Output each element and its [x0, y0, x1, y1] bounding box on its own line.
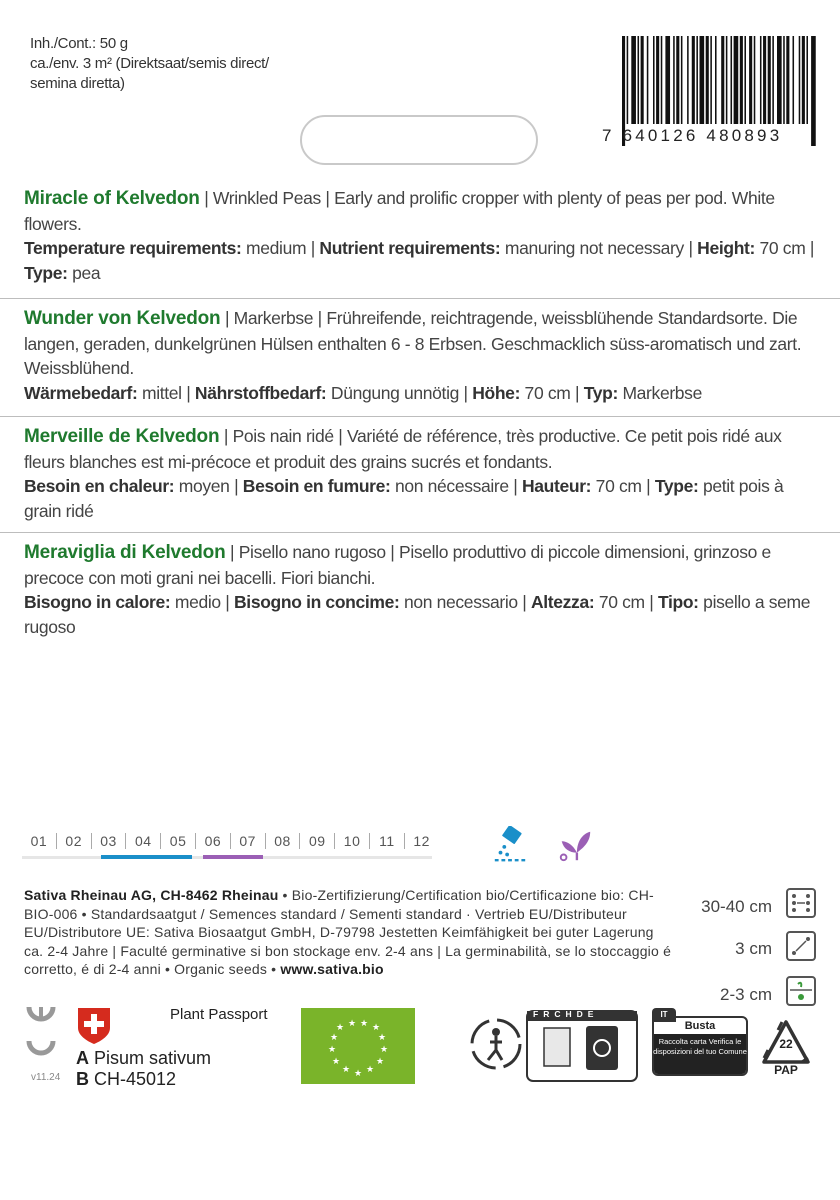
- barcode-bar: [641, 36, 644, 124]
- barcode-bar: [710, 36, 712, 124]
- variety-name-fr: Merveille de Kelvedon: [24, 426, 220, 447]
- eu-star: ★: [371, 1022, 381, 1032]
- package-content-info: [30, 34, 269, 94]
- info-tri-sorting-icon: [526, 1010, 638, 1082]
- type-value-en: pea: [67, 262, 101, 283]
- row-spacing-value: 30-40 cm: [701, 897, 772, 916]
- eu-star: ★: [335, 1022, 345, 1032]
- barcode-bar: [726, 36, 728, 124]
- company-text: • Bio-Zertifizierung/Certification bio/Certificazione bio: CH-BIO-006 • Standardsaatgut / Semences standard / Sementi standard · Vertrieb EU/Distributeur EU/Distributore UE: Sativa Biosaatgut GmbH, D-79798 Jestetten Keimfähigkeit bei guter Lagerung ca. 2-4 Jahre | Faculté germinative si bon stockage env. 2-4 ans | La germinabilità, se lo stoccaggio é corretto, é di 2-4 anni • Organic seeds •: [24, 887, 672, 977]
- barcode-bar: [783, 36, 785, 124]
- pap-number: 22: [779, 1037, 793, 1051]
- description-it: [24, 540, 824, 639]
- temp-label-it: Bisogno in calore:: [24, 592, 171, 612]
- barcode-bar: [763, 36, 766, 124]
- height-value-en: 70 cm |: [755, 238, 815, 258]
- country-de: DE: [576, 1009, 599, 1019]
- barcode-bar: [692, 36, 695, 124]
- barcode-bar: [772, 36, 774, 124]
- month-calendar: [22, 833, 439, 849]
- barcode-bar: [673, 36, 675, 124]
- month-01: 01: [22, 833, 57, 849]
- type-label-it: Tipo:: [657, 592, 699, 612]
- country-fr: FR: [533, 1009, 555, 1019]
- barcode-bar: [806, 36, 808, 124]
- month-07: 07: [231, 833, 266, 849]
- variety-name-en: Miracle of Kelvedon: [24, 188, 200, 209]
- plant-passport-a: [76, 1048, 211, 1069]
- barcode-bar: [799, 36, 801, 124]
- busta-country-tag: IT: [652, 1008, 676, 1022]
- type-label-de: Typ:: [583, 382, 618, 403]
- harvest-period-bar: [203, 855, 263, 859]
- variety-name-de: Wunder von Kelvedon: [24, 308, 221, 329]
- eu-star: ★: [329, 1032, 339, 1042]
- country-codes: [533, 1009, 598, 1019]
- plant-passport-b: [76, 1069, 176, 1090]
- barcode-bar: [768, 36, 771, 124]
- description-de: [24, 306, 824, 405]
- eu-star: ★: [347, 1018, 357, 1028]
- eu-organic-leaf-logo: [301, 1008, 415, 1084]
- divider: [0, 298, 840, 299]
- divider: [0, 532, 840, 533]
- barcode-bar: [706, 36, 709, 124]
- sowing-period-bar: [101, 855, 192, 859]
- type-value-fr: petit pois à grain ridé: [24, 476, 784, 521]
- barcode-bar: [744, 36, 746, 124]
- content-weight: Inh./Cont.: 50 g: [30, 35, 128, 52]
- version-label: v11.24: [31, 1072, 61, 1083]
- passport-a-label: A: [76, 1048, 89, 1068]
- barcode-bar: [696, 36, 698, 124]
- temp-value-fr: moyen |: [174, 476, 243, 496]
- month-12: 12: [413, 833, 430, 849]
- type-value-de: Markerbse: [617, 382, 702, 403]
- description-text-fr: | Pois nain ridé | Variété de référence, très productive. Ce petit pois ridé aux fleurs blanches est mi-précoce et produit des grains sucrés et fondants.: [24, 426, 782, 472]
- type-value-it: pisello a seme rugoso: [24, 592, 811, 637]
- height-value-fr: 70 cm |: [591, 476, 655, 496]
- nutrient-label-de: Nährstoffbedarf:: [194, 382, 327, 403]
- month-03: 03: [92, 833, 127, 849]
- nutrient-value-it: non necessario |: [399, 592, 531, 612]
- eu-star: ★: [377, 1032, 387, 1042]
- nutrient-label-en: Nutrient requirements:: [319, 238, 501, 258]
- plant-spacing-value: 3 cm: [735, 939, 772, 958]
- eu-star: ★: [359, 1018, 369, 1028]
- barcode-bar: [811, 36, 816, 146]
- temp-label-fr: Besoin en chaleur:: [24, 476, 175, 496]
- barcode-number: 7 640126 480893: [602, 126, 783, 145]
- barcode-bar: [777, 36, 782, 124]
- height-label-en: Height:: [697, 238, 755, 258]
- nutrient-value-en: manuring not necessary |: [500, 238, 698, 258]
- month-04: 04: [126, 833, 161, 849]
- eu-star: ★: [353, 1068, 363, 1078]
- row-spacing-icon: [786, 888, 816, 918]
- eu-star: ★: [375, 1056, 385, 1066]
- barcode-bar: [638, 36, 640, 124]
- barcode-bar: [731, 36, 733, 124]
- seed-packet-sowing-icon: [491, 826, 529, 864]
- barcode-bar: [793, 36, 795, 124]
- month-11: 11: [370, 833, 405, 849]
- busta-title: Busta: [684, 1020, 716, 1032]
- barcode-bar: [749, 36, 752, 124]
- nutrient-label-it: Bisogno in concime:: [234, 592, 400, 612]
- variety-name-it: Meraviglia di Kelvedon: [24, 542, 226, 563]
- country-ch: CH: [554, 1009, 577, 1019]
- company-website[interactable]: www.sativa.bio: [280, 961, 384, 977]
- passport-a-value: Pisum sativum: [89, 1048, 212, 1068]
- hanger-hole: [300, 115, 538, 165]
- eu-star: ★: [341, 1064, 351, 1074]
- barcode-bar: [786, 36, 789, 124]
- barcode-bar: [661, 36, 663, 124]
- sativa-logo: [26, 1003, 56, 1067]
- eu-star: ★: [365, 1064, 375, 1074]
- barcode-bar: [802, 36, 805, 124]
- barcode-bar: [700, 36, 705, 124]
- barcode-bar: [687, 36, 689, 124]
- height-label-de: Höhe:: [472, 382, 521, 403]
- temp-value-it: medio |: [170, 592, 235, 612]
- temp-value-de: mittel |: [137, 382, 195, 403]
- month-05: 05: [161, 833, 196, 849]
- month-09: 09: [300, 833, 335, 849]
- barcode-bar: [656, 36, 659, 124]
- passport-b-label: B: [76, 1069, 89, 1089]
- eu-star: ★: [331, 1056, 341, 1066]
- description-text-en: | Wrinkled Peas | Early and prolific cropper with plenty of peas per pod. White flowers.: [24, 188, 775, 234]
- barcode-bar: [721, 36, 724, 124]
- content-area-it: semina diretta): [30, 75, 125, 92]
- temp-label-en: Temperature requirements:: [24, 238, 242, 258]
- busta-text: Raccolta carta Verifica le disposizioni del tuo Comune: [653, 1037, 747, 1056]
- barcode-bar: [681, 36, 683, 124]
- company-info: [24, 886, 672, 979]
- nutrient-label-fr: Besoin en fumure:: [242, 476, 391, 496]
- height-value-it: 70 cm |: [594, 592, 658, 612]
- barcode-bar: [754, 36, 756, 124]
- temp-label-de: Wärmebedarf:: [24, 382, 138, 403]
- nutrient-value-fr: non nécessaire |: [390, 476, 523, 496]
- barcode-bar: [665, 36, 670, 124]
- sowing-depth-value: 2-3 cm: [720, 985, 772, 1004]
- month-08: 08: [266, 833, 301, 849]
- description-text-it: | Pisello nano rugoso | Pisello produttivo di piccole dimensioni, grinzoso e precoce con moti grani nei bacelli. Fiori bianchi.: [24, 542, 771, 588]
- eu-star: ★: [327, 1044, 337, 1054]
- barcode-bar: [627, 36, 629, 124]
- height-value-de: 70 cm |: [520, 382, 584, 403]
- height-label-fr: Hauteur:: [522, 476, 592, 496]
- type-label-en: Type:: [24, 262, 68, 283]
- barcode-bar: [631, 36, 636, 124]
- swiss-flag-icon: [76, 1006, 112, 1046]
- type-label-fr: Type:: [654, 476, 699, 496]
- company-name: Sativa Rheinau AG, CH-8462 Rheinau: [24, 887, 279, 903]
- description-text-de: | Markerbse | Frühreifende, reichtragende, weissblühende Standardsorte. Die langen, geraden, dunkelgrünen Hülsen enthalten 6 - 8 Erbsen. Geschmacklich süss-aromatisch und zart. Weissblühend.: [24, 308, 802, 378]
- temp-value-en: medium |: [241, 238, 320, 258]
- barcode-bar: [734, 36, 739, 124]
- month-02: 02: [57, 833, 92, 849]
- description-en: [24, 186, 824, 285]
- barcode-bar: [740, 36, 743, 124]
- month-10: 10: [335, 833, 370, 849]
- barcode-bar: [647, 36, 649, 124]
- content-area: ca./env. 3 m² (Direktsaat/semis direct/: [30, 55, 269, 72]
- plant-spacing-icon: [786, 931, 816, 961]
- passport-b-value: CH-45012: [89, 1069, 177, 1089]
- description-fr: [24, 424, 824, 523]
- sowing-depth-icon: [786, 976, 816, 1006]
- month-06: 06: [196, 833, 231, 849]
- harvest-scissors-icon: [556, 826, 594, 864]
- barcode-bar: [676, 36, 679, 124]
- triman-recycling-icon: [468, 1016, 524, 1072]
- barcode-bar: [715, 36, 717, 124]
- plant-passport-title: Plant Passport: [170, 1006, 268, 1023]
- barcode-bar: [760, 36, 762, 124]
- eu-star: ★: [379, 1044, 389, 1054]
- nutrient-value-de: Düngung unnötig |: [326, 382, 473, 403]
- divider: [0, 416, 840, 417]
- pap-label: PAP: [774, 1063, 798, 1077]
- barcode-bar: [653, 36, 655, 124]
- height-label-it: Altezza:: [531, 592, 595, 612]
